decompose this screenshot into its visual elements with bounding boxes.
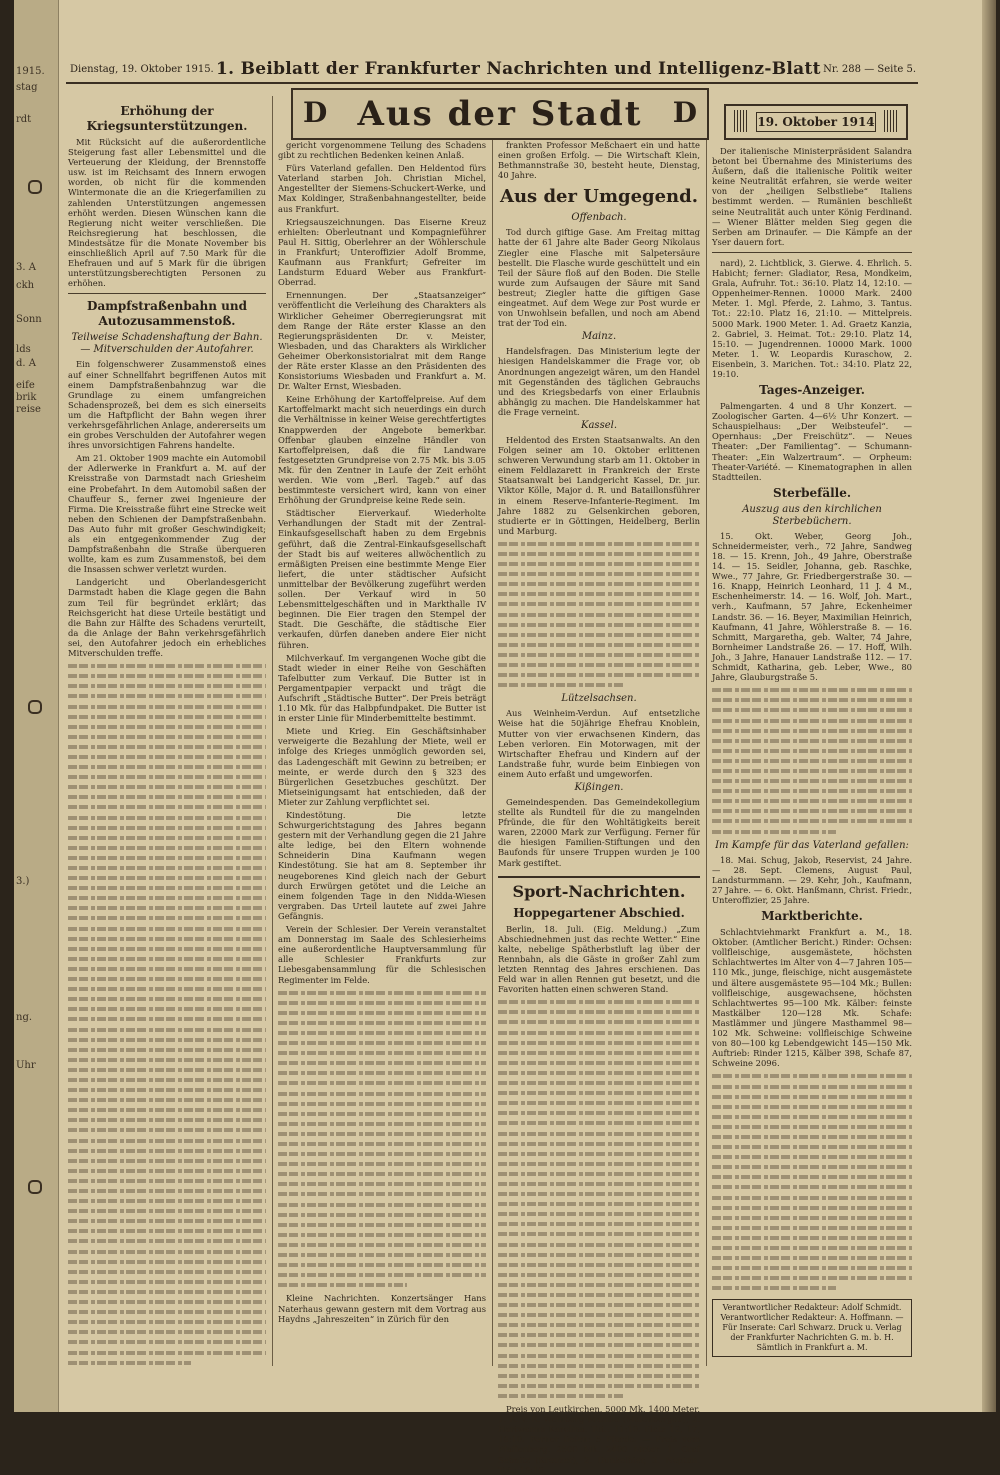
article-heading: Marktberichte. xyxy=(761,909,863,924)
article-subheading: Auszug aus den kirchlichen Sterbebüchern. xyxy=(742,503,882,527)
illegible-text-block xyxy=(278,988,486,1291)
article-heading: Sterbefälle. xyxy=(772,485,852,500)
article-paragraph: 18. Mai. Schug, Jakob, Reservist, 24 Jahre. — 28. Sept. Clemens, August Paul, Landsturmmann. — 29. Kehr, Joh., Kaufmann, 27 Jahre. — 6. Okt. Hanßmann, Christ. Friedr., Unteroffizier, 25 Jahre. xyxy=(712,854,912,905)
article-paragraph: Schlachtviehmarkt Frankfurt a. M., 18. Oktober. (Amtlicher Bericht.) Rinder: Ochsen: vollfleischige, ausgemästete, höchsten Schlachtwertes im Alter von 4—7 Jahren 105—110 Mk., junge, fleischige, nicht ausgemästete und ältere ausgemästete 95—104 Mk.; Bullen: vollfleischige, ausgewachsene, höchsten Schlachtwertes 95—100 Mk. Kälber: feinste Mastkälber 120—128 Mk. Schafe: Mastlämmer und jüngere Masthammel 98—102 Mk. Schweine: vollfleischige Schweine von 80—100 kg Lebendgewicht 145—150 Mk. Auftrieb: Rinder 1215, Kälber 398, Schafe 87, Schweine 2096. xyxy=(712,927,912,1069)
section-heading: Aus der Umgegend. xyxy=(500,186,698,208)
strip-fragment: rdt xyxy=(16,114,32,125)
strip-fragment: brik xyxy=(16,392,37,403)
column-divider xyxy=(272,96,273,1366)
illegible-text-block xyxy=(68,661,266,1368)
article-paragraph: Verein der Schlesier. Der Verein veranstaltet am Donnerstag im Saale des Schlesierheims eine außerordentliche Hauptversammlung für alle Schlesier Frankfurts zur Liebesgabensammlung für die Schlesischen Regimenter im Felde. xyxy=(278,924,486,985)
article-paragraph: Kriegsauszeichnungen. Das Eiserne Kreuz erhielten: Oberleutnant und Kompagnieführer Paul H. Sittig, Oberlehrer an der Wöhlerschule in Frankfurt; Unteroffizier Adolf Bromme, Kaufmann aus Frankfurt; Gefreiter im Landsturm Eduard Weber aus Frankfurt-Oberrad. xyxy=(278,216,486,288)
anniversary-date: 19. Oktober 1914 xyxy=(756,112,876,132)
article-paragraph: gericht vorgenommene Teilung des Schadens gibt zu rechtlichen Bedenken keinen Anlaß. xyxy=(278,140,486,161)
column-divider xyxy=(706,96,707,1366)
article-paragraph: Ein folgenschwerer Zusammenstoß eines auf einer Schnellfahrt begriffenen Autos mit einem Dampfstraßenbahnzug war die Grundlage zu einem umfangreichen Schadensprozeß, bei dem es sich einerseits um die Haftpflicht der Bahn wegen ihrer verkehrsgefährlichen Anlage, andererseits um ein grobes Verschulden der Autofahrer wegen ihres unvorsichtigen Fahrens handelte. xyxy=(68,359,266,451)
article-paragraph: frankten Professor Meßchaert ein und hatte einen großen Erfolg. — Die Wirtschaft Klein, Bethmannstraße 30, besteht heute, Dienstag, 40 Jahre. xyxy=(498,140,700,181)
strip-fragment: Uhr xyxy=(16,1060,36,1071)
decorative-bars-icon xyxy=(734,110,748,132)
article-divider xyxy=(712,252,912,253)
strip-fragment: eife xyxy=(16,380,35,391)
article-paragraph: Miete und Krieg. Ein Geschäftsinhaber verweigerte die Bezahlung der Miete, weil er infolge des Krieges unmöglich geworden sei, das Ladengeschäft mit Gewinn zu betreiben; er meinte, er werde durch den § 323 des Bürgerlichen Gesetzbuches geschützt. Der Mietseinigungsamt hat entschieden, daß der Mieter zur Zahlung verpflichtet sei. xyxy=(278,726,486,807)
article-subheading: Teilweise Schadenshaftung der Bahn. — Mitverschulden der Autofahrer. xyxy=(71,332,263,356)
strip-fragment: Sonn xyxy=(16,314,42,325)
strip-fragment: reise xyxy=(16,404,41,415)
page-header xyxy=(66,58,918,84)
article-paragraph: 15. Okt. Weber, Georg Joh., Schneidermeister, verh., 72 Jahre, Sandweg 18. — 15. Krenn, Joh., 49 Jahre, Oberstraße 14. — 15. Seidler, Johanna, geb. Raschke, Wwe., 77 Jahre, Gr. Friedbergerstraße 30. — 16. Knapp, Heinrich Leonhard, 11 J. 4 M., Eschenheimerstr. 14. — 16. Wolf, Joh. Mart., verh., Kaufmann, 57 Jahre, Eckenheimer Landstr. 36. — 16. Beyer, Maximilian Heinrich, Kaufmann, 41 Jahre, Wöhlerstraße 8. — 16. Schmitt, Margaretha, geb. Walter, 74 Jahre, Bornheimer Landstraße 26. — 17. Hoff, Wilh. Joh., 3 Jahre, Hanauer Landstraße 112. — 17. Schmidt, Katharina, geb. Leber, Wwe., 80 Jahre, Glauburgstraße 5. xyxy=(712,530,912,683)
article-paragraph: Handelsfragen. Das Ministerium legte der hiesigen Handelskammer die Frage vor, ob Anordnungen angezeigt wären, um den Handel mit Gegenständen des täglichen Gebrauchs und des Kriegsbedarfs von einer Erlaubnis abhängig zu machen. Die Handelskammer hat die Frage verneint. xyxy=(498,346,700,417)
article-heading: Hoppegartener Abschied. xyxy=(513,905,685,920)
article-paragraph: nard), 2. Lichtblick, 3. Gierwe. 4. Ehrlich. 5. Habicht; ferner: Gladiator, Resa, Mondkeim, Grala, Aufruhr. Tot.: 36:10. Platz 14, 12:10. — Oppenheimer-Rennen. 10000 Mark. 2400 Meter. 1. Mgl. Pferde, 2. Lahmo, 3. Tantus. Tot.: 22:10. Platz 16, 21:10. — Mittelpreis. 5000 Mark. 1900 Meter. 1. Ad. Graetz Kanzia, 2. Gabriel, 3. Heimat. Tot.: 29:10. Platz 14, 15:10. — Jugendrennen. 10000 Mark. 1000 Meter. 1. W. Leopardis Kuraschow, 2. Eisenbein, 3. Marichen. Tot.: 34:10. Platz 22, 19:10. xyxy=(712,257,912,379)
article-heading: Dampfstraßenbahn und Autozusammenstoß. xyxy=(87,299,247,329)
article-paragraph: Kindestötung. Die letzte Schwurgerichtstagung des Jahres begann gestern mit der Verhandlung gegen die 21 Jahre alte ledige, bei den Eltern wohnende Schneiderin Dina Kaufmann wegen Kindestötung. Sie hat am 8. September ihr neugeborenes Kind gleich nach der Geburt durch Erwürgen getötet und die Leiche an einem folgenden Tage in den Nidda-Wiesen vergraben. Das Urteil lautete auf zwei Jahre Gefängnis. xyxy=(278,810,486,921)
section-banner xyxy=(291,88,709,140)
article-paragraph: Tod durch giftige Gase. Am Freitag mittag hatte der 61 Jahre alte Bader Georg Nikolaus Ziegler eine Flasche mit Salpetersäure bestellt. Die Flasche wurde geschüttelt und ein Teil der Säure floß auf den Boden. Die Stelle wurde zum Aufsaugen der Säure mit Sand bestreut; Ziegler hatte die giftigen Gase eingeatmet. Auf dem Wege zur Post wurde er von Unwohlsein befallen, und noch am Abend trat der Tod ein. xyxy=(498,227,700,329)
article-paragraph: Keine Erhöhung der Kartoffelpreise. Auf dem Kartoffelmarkt macht sich neuerdings ein durch die Verhältnisse in keiner Weise gerechtfertigtes Knappwerden der Angebote bemerkbar. Offenbar glauben einzelne Händler von Kartoffelpreisen, daß die für Landware festgesetzten Grundpreise von 2.75 Mk. bis 3.05 Mk. für den Zentner in Laufe der Zeit erhöht werden. Wie vom „Berl. Tageb.“ auf das bestimmteste versichert wird, kann von einer Erhöhung der Grundpreise keine Rede sein. xyxy=(278,394,486,506)
article-paragraph: Der italienische Ministerpräsident Salandra betont bei Übernahme des Ministeriums des Äußern, daß die italienische Politik weiter keine Neutralität erfahren, sie werde weiter von der „heiligen Selbstliebe“ Italiens bestimmt werden. — Rumänien beschließt seine Neutralität auch unter König Ferdinand. — Wiener Blätter melden Sieg gegen die Serben am Drinaufer. — Die Kämpfe an der Yser dauern fort. xyxy=(712,146,912,247)
article-paragraph: Heldentod des Ersten Staatsanwalts. An den Folgen seiner am 10. Oktober erlittenen schweren Verwundung starb am 11. Oktober in einem Feldlazarett in Frankreich der Erste Staatsanwalt bei Landgericht Kassel, Dr. jur. Viktor Kölle, Major d. R. und Bataillonsführer in einem Reserve-Infanterie-Regiment. Im Jahre 1882 zu Gelsenkirchen geboren, studierte er in Göttingen, Heidelberg, Berlin und Marburg. xyxy=(498,434,700,536)
strip-fragment: ckh xyxy=(16,280,35,291)
location-heading: Mainz. xyxy=(581,331,617,343)
article-paragraph: Kleine Nachrichten. Konzertsänger Hans Naterhaus gewann gestern mit dem Vortrag aus Haydns „Jahreszeiten“ in Zürich für den xyxy=(278,1293,486,1324)
header-title: 1. Beiblatt der Frankfurter Nachrichten und Intelligenz-Blatt xyxy=(216,59,821,79)
binding-hole xyxy=(28,700,42,714)
article-paragraph: Mit Rücksicht auf die außerordentliche Steigerung fast aller Lebensmittel und die Verteuerung der Kleidung, der Brennstoffe usw. ist im Reichsamt des Innern erwogen worden, ob nicht für die kommenden Wintermonate die an die Kriegerfamilien zu zahlenden Unterstützungen angemessen erhöht werden. Diesen Wünschen kann die Regierung nicht weiter verschließen. Die Reichsregierung hat beschlossen, die Mindestsätze für die Monate November bis einschließlich April auf 7.50 Mark für die Ehefrauen und auf 5 Mark für die übrigen unterstützungsberechtigten Personen zu erhöhen. xyxy=(68,137,266,289)
article-paragraph: Milchverkauf. Im vergangenen Woche gibt die Stadt wieder in einer Reihe von Geschäften Tafelbutter zum Verkauf. Die Butter ist in Pergamentpapier verpackt und trägt die Aufschrift „Städtische Butter“. Der Preis beträgt 1.10 Mk. für das Halbpfundpaket. Die Butter ist in erster Linie für Minderbemittelte bestimmt. xyxy=(278,652,486,724)
column-4 xyxy=(712,146,912,1396)
column-2 xyxy=(278,140,486,1390)
illegible-text-block xyxy=(712,1071,912,1293)
illegible-text-block xyxy=(498,997,700,1401)
illegible-text-block xyxy=(498,539,700,690)
column-3 xyxy=(498,140,700,1475)
article-paragraph: Ernennungen. Der „Staatsanzeiger“ veröffentlicht die Verleihung des Charakters als Wirklicher Geheimer Oberregierungsrat mit dem Range der Räte erster Klasse an den Regierungspräsidenten Dr. v. Meister, Wiesbaden, und das Charakters als Wirklicher Geheimer Oberkonsistorialrat mit dem Range der Räte erster Klasse an den Präsidenten des Konsistoriums Wiesbaden und Frankfurt a. M. Dr. Walter Ernst, Wiesbaden. xyxy=(278,290,486,392)
strip-fragment: stag xyxy=(16,82,38,93)
article-paragraph: Landgericht und Oberlandesgericht Darmstadt haben die Klage gegen die Bahn zum Teil für begründet erklärt; das Reichsgericht hat diese Urteile bestätigt und die Bahn zur Hälfte des Schadens verurteilt, da die Anlage der Bahn verkehrsgefährlich sei, den Autofahrer jedoch ein erhebliches Mitverschulden treffe. xyxy=(68,577,266,659)
imprint-box: Verantwortlicher Redakteur: Adolf Schmidt. Verantwortlicher Redakteur: A. Hoffmann. — Für Inserate: Carl Schwarz. Druck u. Verlag der Frankfurter Nachrichten G. m. b. H. Sämtlich in Frankfurt a. M. xyxy=(712,1299,912,1357)
article-subheading: Im Kampfe für das Vaterland gefallen: xyxy=(715,839,909,851)
column-divider xyxy=(492,96,493,1366)
article-heading: Tages-Anzeiger. xyxy=(759,383,865,398)
page-edge-shadow xyxy=(982,0,996,1412)
strip-fragment: 3.) xyxy=(16,876,30,887)
illegible-text-block xyxy=(712,685,912,836)
article-heading: Erhöhung der Kriegsunterstützungen. xyxy=(86,104,248,133)
ornament-right-icon: D xyxy=(672,96,697,129)
article-paragraph: Palmengarten. 4 und 8 Uhr Konzert. — Zoologischer Garten. 4—6½ Uhr Konzert. — Schauspielhaus: „Der Weibsteufel“. — Opernhaus: „Der Freischütz“. — Neues Theater: „Der Familientag“. — Schumann-Theater: „Ein Walzertraum“. — Orpheum: Theater-Variété. — Kinematographen in allen Stadtteilen. xyxy=(712,401,912,482)
strip-fragment: 3. A xyxy=(16,262,36,273)
article-paragraph: Berlin, 18. Juli. (Eig. Meldung.) „Zum Abschiednehmen just das rechte Wetter.“ Eine kalte, nebelige Spätherbstluft lag über der Rennbahn, als die Gäste in großer Zahl zum letzten Renntag des Jahres erschienen. Das Feld war in allen Rennen gut besetzt, und die Favoriten hatten einen schweren Stand. xyxy=(498,923,700,995)
strip-fragment: lds xyxy=(16,344,31,355)
anniversary-datebox xyxy=(724,104,908,140)
strip-fragment: d. A xyxy=(16,358,36,369)
location-heading: Offenbach. xyxy=(571,212,627,224)
article-paragraph: Am 21. Oktober 1909 machte ein Automobil der Adlerwerke in Frankfurt a. M. auf der Kreisstraße von Darmstadt nach Griesheim eine Probefahrt. In dem Automobil saßen der Chauffeur S., ferner zwei Ingenieure der Firma. Die Kreisstraße führt eine Strecke weit neben den Schienen der Dampfstraßenbahn. Das Auto fuhr mit großer Geschwindigkeit; als ein entgegenkommender Zug der Dampfstraßenbahn die Straße überqueren wollte, kam es zum Zusammenstoß, bei dem die Insassen schwer verletzt wurden. xyxy=(68,453,267,575)
location-heading: Kassel. xyxy=(581,419,617,431)
article-paragraph: Preis von Leutkirchen. 5000 Mk. 1400 Meter. 1. R. v. R. Weinberg Mamila (Malenbergau), 2. Hartwanns Karolina. Tot.: 11:10. Platz 12, 17, 18:10. Ferner liefen: 5 Pferde. — Preis vom Pfaffenberg. 2500 Mk. 2400 Meter. 1. Graf Sebnitz (Kreuzer), 2. Dunkelbier, 3. Neptun. Tot.: 18:10. xyxy=(498,1404,700,1475)
article-paragraph: Aus Weinheim-Verdun. Auf entsetzliche Weise hat die 50jährige Ehefrau Knoblein, Mutter von vier erwachsenen Kindern, das Leben verloren. Ein Motorwagen, mit der Wirtschafter Ehefrau und Kindern auf der Landstraße fuhr, wurde beim Einbiegen von einem Auto erfaßt und umgeworfen. xyxy=(498,708,700,779)
article-divider xyxy=(68,293,266,294)
newspaper-page xyxy=(14,0,996,1475)
adjacent-page-strip xyxy=(14,0,59,1412)
location-heading: Lützelsachsen. xyxy=(561,693,637,705)
decorative-bars-icon xyxy=(884,110,898,132)
article-paragraph: Fürs Vaterland gefallen. Den Heldentod fürs Vaterland starben Joh. Christian Michel, Angestellter der Siemens-Schuckert-Werke, und Max Koldinger, Straßenbahnangestellter, beide aus Frankfurt. xyxy=(278,163,486,214)
location-heading: Kißingen. xyxy=(574,781,624,793)
column-1 xyxy=(68,100,266,1390)
strip-fragment: 1915. xyxy=(16,66,45,77)
sport-section-heading: Sport-Nachrichten. xyxy=(498,876,700,902)
article-paragraph: Gemeindespenden. Das Gemeindekollegium stellte als Rundteil für die zu mangelnden Pfründe, die für den Wohltätigkeits bereit waren, 22000 Mark zur Verfügung. Ferner für die hiesigen Familien-Stiftungen und den Baufonds für unsere Truppen wurden je 100 Mark gestiftet. xyxy=(498,796,700,868)
article-paragraph: Städtischer Eierverkauf. Wiederholte Verhandlungen der Stadt mit der Zentral-Einkaufsgesellschaft haben zu dem Ergebnis geführt, daß die Zentral-Einkaufsgesellschaft der Stadt bis auf weiteres allwöchentlich zu ermäßigten Preisen eine bestimmte Menge Eier liefert, die unter städtischer Aufsicht unmittelbar der Bevölkerung zugeführt werden sollen. Der Verkauf wird in 50 Lebensmittelgeschäften und in Markthalle IV beginnen. Die Eier tragen den Stempel der Stadt. Die Geschäfte, die städtische Eier verkaufen, dürfen daneben andere Eier nicht führen. xyxy=(278,508,486,650)
header-date: Dienstag, 19. Oktober 1915. xyxy=(70,64,214,75)
binding-hole xyxy=(28,180,42,194)
ornament-left-icon: D xyxy=(303,96,328,129)
header-page-number: Nr. 288 — Seite 5. xyxy=(823,64,916,75)
strip-fragment: ng. xyxy=(16,1012,33,1023)
section-title: Aus der Stadt xyxy=(357,94,643,134)
binding-hole xyxy=(28,1180,42,1194)
